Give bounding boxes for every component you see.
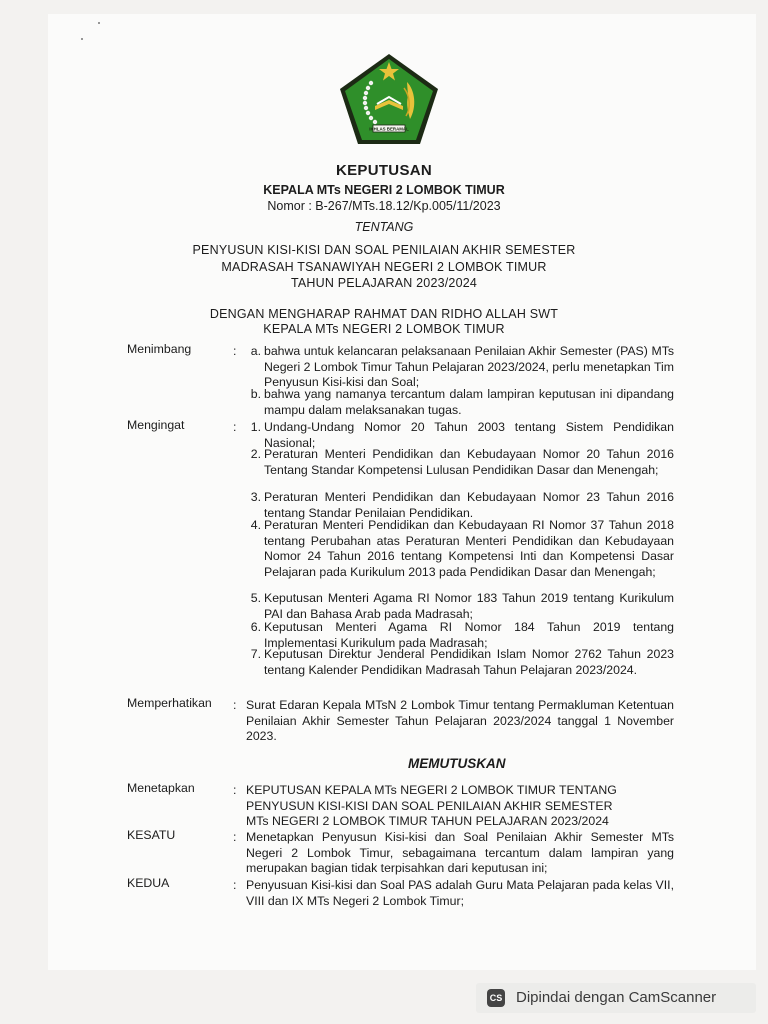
list-item-text: Peraturan Menteri Pendidikan dan Kebudayaan Nomor 20 Tahun 2016 Tentang Standar Kompetensi Lulusan Pendidikan Dasar dan Menengah; <box>264 447 674 477</box>
camscanner-watermark <box>476 983 756 1013</box>
list-item-text: Undang-Undang Nomor 20 Tahun 2003 tentang Sistem Pendidikan Nasional; <box>264 420 674 450</box>
preamble-line-1: DENGAN MENGHARAP RAHMAT DAN RIDHO ALLAH SWT <box>209 307 559 321</box>
kedua-text: Penyusuan Kisi-kisi dan Soal PAS adalah Guru Mata Pelajaran pada kelas VII, VIII dan IX MTs Negeri 2 Lombok Timur; <box>246 878 674 908</box>
section-label-mengingat: Mengingat <box>127 418 185 432</box>
menetapkan-line-3: MTs NEGERI 2 LOMBOK TIMUR TAHUN PELAJARAN 2023/2024 <box>246 814 609 829</box>
decree-number: Nomor : B-267/MTs.18.12/Kp.005/11/2023 <box>267 199 501 213</box>
colon: : <box>233 698 237 712</box>
section-label-menetapkan: Menetapkan <box>127 781 195 795</box>
list-marker: 5. <box>250 591 261 605</box>
scan-speck <box>98 22 100 24</box>
colon: : <box>233 878 237 892</box>
colon: : <box>233 420 237 434</box>
subject-line-2: MADRASAH TSANAWIYAH NEGERI 2 LOMBOK TIMUR <box>221 260 547 274</box>
subject-line-1: PENYUSUN KISI-KISI DAN SOAL PENILAIAN AKHIR SEMESTER <box>192 243 576 257</box>
emblem-motto: IKHLAS BERAMAL <box>369 126 409 132</box>
menetapkan-line-2: PENYUSUN KISI-KISI DAN SOAL PENILAIAN AKHIR SEMESTER <box>246 798 613 813</box>
section-label-kedua: KEDUA <box>127 876 170 890</box>
colon: : <box>233 344 237 358</box>
preamble-line-2: KEPALA MTs NEGERI 2 LOMBOK TIMUR <box>263 322 505 336</box>
ministry-emblem-logo <box>338 52 440 146</box>
document-title: KEPUTUSAN <box>335 162 433 179</box>
section-label-kesatu: KESATU <box>127 828 176 842</box>
issuer-heading: KEPALA MTs NEGERI 2 LOMBOK TIMUR <box>263 183 505 197</box>
camscanner-label: Dipindai dengan CamScanner <box>516 989 717 1006</box>
menetapkan-line-1: KEPUTUSAN KEPALA MTs NEGERI 2 LOMBOK TIMUR TENTANG <box>246 783 617 797</box>
list-marker: a. <box>250 344 261 358</box>
memutuskan-heading: MEMUTUSKAN <box>408 756 506 771</box>
memperhatikan-text: Surat Edaran Kepala MTsN 2 Lombok Timur tentang Permakluman Ketentuan Penilaian Akhir Semester Tahun Pelajaran 2023/2024 tanggal 1 November 2023. <box>246 698 674 744</box>
subject-line-3: TAHUN PELAJARAN 2023/2024 <box>290 276 478 290</box>
colon: : <box>233 830 237 844</box>
list-marker: b. <box>250 387 261 401</box>
section-label-menimbang: Menimbang <box>127 342 192 356</box>
menetapkan-text <box>246 783 674 830</box>
list-marker: 2. <box>250 447 261 461</box>
list-marker: 6. <box>250 620 261 634</box>
list-item-text: Peraturan Menteri Pendidikan dan Kebudayaan RI Nomor 37 Tahun 2018 tentang Perubahan atas Peraturan Menteri Pendidikan dan Kebudayaan Nomor 24 Tahun 2016 tentang Kompetensi Inti dan Kompetensi Dasar Pelajaran pada Kurikulum 2013 pada Pendidikan Dasar dan Menengah; <box>264 518 674 579</box>
kesatu-text: Menetapkan Penyusun Kisi-kisi dan Soal Penilaian Akhir Semester MTs Negeri 2 Lombok Timur, sebagaimana tercantum dalam lampiran yang merupakan bagian tidak terpisahkan dari keputusan ini; <box>246 830 674 876</box>
scan-speck <box>81 38 83 40</box>
section-label-memperhatikan: Memperhatikan <box>127 696 212 710</box>
list-marker: 3. <box>250 490 261 504</box>
list-item-text: Keputusan Direktur Jenderal Pendidikan Islam Nomor 2762 Tahun 2023 tentang Kalender Pendidikan Madrasah Tahun Pelajaran 2023/2024. <box>264 647 674 677</box>
list-marker: 1. <box>250 420 261 434</box>
list-marker: 7. <box>250 647 261 661</box>
list-item-text: Keputusan Menteri Agama RI Nomor 184 Tahun 2019 tentang Implementasi Kurikulum pada Madrasah; <box>264 620 674 650</box>
camscanner-icon: CS <box>487 989 505 1007</box>
list-item-text: Peraturan Menteri Pendidikan dan Kebudayaan Nomor 23 Tahun 2016 tentang Standar Penilaian Pendidikan. <box>264 490 674 520</box>
list-marker: 4. <box>250 518 261 532</box>
about-heading: TENTANG <box>354 220 414 234</box>
list-item-text: bahwa yang namanya tercantum dalam lampiran keputusan ini dipandang mampu dalam melaksanakan tugas. <box>264 387 674 417</box>
colon: : <box>233 783 237 797</box>
list-item-text: bahwa untuk kelancaran pelaksanaan Penilaian Akhir Semester (PAS) MTs Negeri 2 Lombok Timur Tahun Pelajaran 2023/2024, perlu menetapkan Tim Penyusun Kisi-kisi dan Soal; <box>264 344 674 390</box>
list-item-text: Keputusan Menteri Agama RI Nomor 183 Tahun 2019 tentang Kurikulum PAI dan Bahasa Arab pada Madrasah; <box>264 591 674 621</box>
